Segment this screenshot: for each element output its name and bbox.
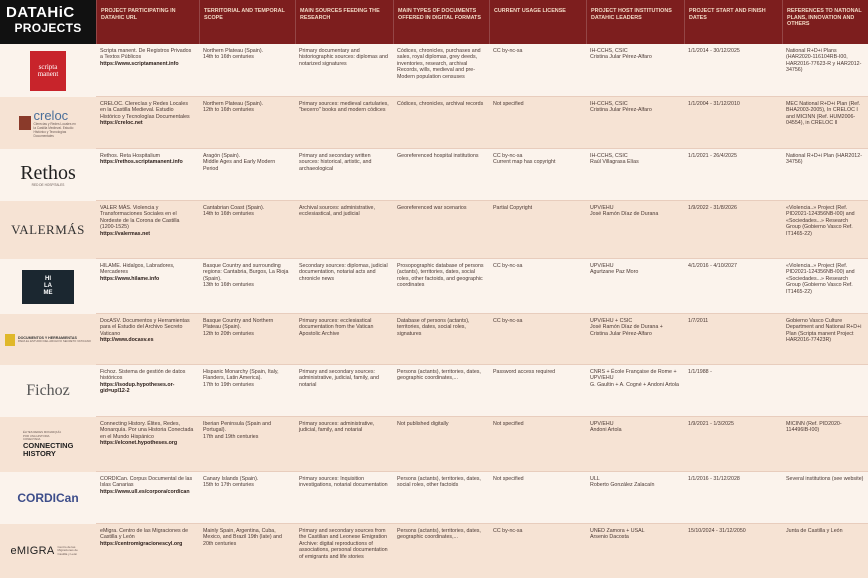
project-url-link[interactable]: https://isodup.hypotheses.or-gid=upl12-2 — [100, 381, 175, 395]
institutions-cell: UPV/EHU + CSIC José Ramón Díaz de Durana + Cristina Jular Pérez-Alfaro — [590, 318, 663, 337]
sources-cell: Primary sources: Inquisition investigations, notarial documentation — [299, 476, 388, 489]
scope-cell: Northern Plateau (Spain). 14th to 16th centuries — [203, 48, 264, 61]
logo-cordican — [0, 472, 96, 524]
logo-valermas — [0, 201, 96, 259]
project-name: Fichoz. Sistema de gestión de datos históricos — [100, 369, 186, 382]
header-sources: MAIN SOURCES FEEDING THE RESEARCH — [295, 0, 393, 44]
project-url-link[interactable]: https://centromigracionescyl.org — [100, 540, 183, 547]
documents-cell: Georeferenced hospital institutions — [397, 153, 479, 159]
documents-cell: Not published digitally — [397, 421, 449, 427]
logo-rethos — [0, 149, 96, 201]
sources-cell: Primary and secondary written sources: historical, artistic, and archaeological — [299, 153, 372, 172]
institutions-cell: UPV/EHU Agurtzane Paz Moro — [590, 263, 639, 276]
project-url-link[interactable]: https://creloc.net — [100, 120, 143, 127]
scope-cell: Basque Country and Northern Plateau (Spain). 12th to 20th centuries — [203, 318, 274, 337]
logo-connecting-history — [0, 417, 96, 472]
logo-subtext: Clerecías y Redes Locales en la Castilla Medieval. Estudio Histórico y Tecnologías Documentales — [33, 121, 76, 138]
references-cell — [782, 365, 868, 369]
logo-text: Fichoz — [26, 382, 70, 399]
documents-cell: Persons (actants), territories, dates, geographic coordinates,... — [397, 369, 481, 382]
logo-hilame — [0, 259, 96, 314]
dates-cell: 15/10/2024 - 31/12/2050 — [688, 528, 746, 534]
project-cell — [96, 201, 199, 237]
logo-text: creloc — [33, 107, 69, 123]
project-cell — [96, 44, 199, 67]
table-row — [0, 472, 868, 524]
institutions-cell: IH-CCHS, CSIC Cristina Jular Pérez-Alfaro — [590, 101, 652, 114]
institutions-cell: UPV/EHU José Ramón Díaz de Durana — [590, 205, 659, 218]
references-cell: Gobierno Vasco Culture Department and National R+D+i Plan (Scripta manent Project HAR2016-77423R) — [786, 318, 862, 344]
project-name: Scripta manent. De Registros Privados a Textos Públicos — [100, 48, 192, 61]
table-row — [0, 201, 868, 259]
sources-cell: Primary and secondary sources: administrative, judicial, family, and notarial — [299, 369, 379, 388]
project-url-link[interactable]: https://www.ull.es/corpora/cordican — [100, 488, 190, 495]
logo-creloc — [0, 97, 96, 149]
logo-text: HI LA ME — [43, 276, 53, 296]
scope-cell: Hispanic Monarchy (Spain, Italy, Flanders, Latin America). 17th to 19th centuries — [203, 369, 279, 388]
sources-cell: Primary sources: ecclesiastical documentation from the Vatican Apostolic Archive — [299, 318, 374, 337]
project-name: HILAME. Hidalgos, Labradores, Mercaderes — [100, 263, 175, 276]
project-cell — [96, 149, 199, 166]
scope-cell: Northern Plateau (Spain). 12th to 16th centuries — [203, 101, 264, 114]
license-cell: CC by-nc-sa — [493, 263, 523, 269]
table-row — [0, 365, 868, 417]
logo-text: CORDICan — [17, 491, 79, 505]
header-scope: TERRITORIAL AND TEMPORAL SCOPE — [199, 0, 295, 44]
documents-cell: Prosopographic database of persons (actants), territories, dates, social roles, other factoids, and geographic coordinates — [397, 263, 484, 289]
logo-text: CONNECTING HISTORY — [23, 440, 74, 458]
institutions-cell: UPV/EHU Andoni Artola — [590, 421, 622, 434]
documents-cell: Códices, chronicles, archival records — [397, 101, 484, 107]
table-row — [0, 149, 868, 201]
references-cell: National R+D+i Plans (HAR2020-116104RB-I00, HAR2016-77623-R y HAR2012-34756) — [786, 48, 862, 74]
sources-cell: Primary and secondary sources from the Castilian and Leonese Emigration Archive: digital reproductions of associations, personal documentation of emigrants and life stories — [299, 528, 388, 560]
header-license: CURRENT USAGE LICENSE — [489, 0, 586, 44]
project-cell — [96, 524, 199, 547]
header-project: PROJECT PARTICIPATING IN DATAHIC URL — [96, 0, 199, 44]
license-cell: CC by-nc-sa — [493, 528, 523, 534]
sources-cell: Primary sources: administrative, judicial, family, and notarial — [299, 421, 375, 434]
institutions-cell: CNRS + École Française de Rome + UPV/EHU G. Gaultin + A. Cogné + Andoni Artola — [590, 369, 679, 388]
scope-cell: Iberian Peninsula (Spain and Portugal). 17th and 19th centuries — [203, 421, 272, 440]
dates-cell: 1/1/2016 - 31/12/2028 — [688, 476, 740, 482]
project-cell — [96, 417, 199, 447]
scope-cell: Cantabrian Coast (Spain). 14th to 16th centuries — [203, 205, 265, 218]
sources-cell: Archival sources: administrative, ecclesiastical, and judicial — [299, 205, 375, 218]
license-cell: Not specified — [493, 476, 524, 482]
project-url-link[interactable]: https://rethos.scriptamanent.info — [100, 159, 183, 166]
references-cell: Junta de Castilla y León — [786, 528, 843, 534]
sources-cell: Secondary sources: diplomas, judicial documentation, notarial acts and chronicle news — [299, 263, 388, 282]
project-url-link[interactable]: https://www.hilame.info — [100, 275, 160, 282]
project-cell — [96, 97, 199, 127]
sources-cell: Primary documentary and historiographic sources: diplomas and notarized signatures — [299, 48, 388, 67]
references-cell: «Violencia..» Project (Ref. PID2021-124356NB-I00) and «Sociedades...» Research Group (Gobierno Vasco Ref. IT1465-22) — [786, 263, 855, 295]
project-name: CRELOC. Clerecías y Redes Locales en la Castilla Medieval. Estudio Histórico y Tecnologías Documentales — [100, 101, 190, 120]
references-cell: MICINN (Ref. PID2020-114496IB-I00) — [786, 421, 842, 434]
license-cell: Partial Copyright — [493, 205, 533, 211]
scope-cell: Basque Country and surrounding regions: Cantabria, Burgos, La Rioja (Spain). 13th to 16th centuries — [203, 263, 289, 289]
project-url-link[interactable]: http://www.docasv.es — [100, 337, 154, 344]
project-name: Connecting History. Élites, Redes, Monarquía. Por una Historia Conectada en el Mundo Hispánico — [100, 421, 194, 440]
table-row — [0, 417, 868, 472]
logo-text: VALERMÁS — [11, 222, 85, 237]
creloc-mark-icon — [19, 116, 31, 130]
documents-cell: Database of persons (actants), territories, dates, social roles, signatures — [397, 318, 470, 337]
documents-cell: Georeferenced war scenarios — [397, 205, 467, 211]
documents-cell: Códices, chronicles, purchases and sales, royal diplomas, grey deeds, inventories, research, archival Records, wills, medieval and pre-Modern population censuses — [397, 48, 481, 80]
institutions-cell: ULL Roberto González Zalacaín — [590, 476, 655, 489]
license-cell: Password access required — [493, 369, 556, 375]
dates-cell: 1/7/2011 — [688, 318, 709, 324]
table-row — [0, 259, 868, 314]
project-name: CORDICan. Corpus Documental de las Islas Canarias — [100, 476, 193, 489]
project-cell — [96, 259, 199, 282]
project-cell — [96, 365, 199, 395]
logo-subtext: PARA EL ESTUDIO DEL ARCHIVO SECRETO VATICANO — [18, 339, 91, 343]
brand-block — [0, 0, 96, 44]
logo-text: Rethos — [20, 162, 76, 184]
references-cell: National R+D+i Plan (HAR2012-34756) — [786, 153, 862, 166]
dates-cell: 1/1/1988 - — [688, 369, 712, 375]
dates-cell: 1/1/2014 - 30/12/2025 — [688, 48, 740, 54]
dates-cell: 1/9/2021 - 1/3/2025 — [688, 421, 734, 427]
logo-subtext: Centro de las Migraciones de Castilla y León — [57, 544, 78, 556]
table-row — [0, 44, 868, 97]
table-header — [0, 0, 868, 44]
project-name: eMigra. Centro de las Migraciones de Castilla y León — [100, 528, 189, 541]
logo-text: scripta manent — [37, 62, 59, 78]
logo-fichoz — [0, 365, 96, 417]
logo-text: eMIGRA — [10, 545, 55, 557]
institutions-cell: IH-CCHS, CSIC Cristina Jular Pérez-Alfaro — [590, 48, 652, 61]
project-url-link[interactable]: https://valermas.net — [100, 230, 151, 237]
license-cell: CC by-nc-sa — [493, 318, 523, 324]
license-cell: Not specified — [493, 101, 524, 107]
scope-cell: Mainly Spain, Argentina, Cuba, Mexico, and Brazil 19th (late) and 20th centuries — [203, 528, 282, 547]
license-cell: CC by-nc-sa Current map has copyright — [493, 153, 556, 166]
header-documents: MAIN TYPES OF DOCUMENTS OFFERED IN DIGITAL FORMATS — [393, 0, 489, 44]
references-cell: Several institutions (see website) — [786, 476, 864, 482]
project-url-link[interactable]: https://elconet.hypotheses.org — [100, 440, 178, 447]
dates-cell: 1/1/2021 - 26/4/2025 — [688, 153, 737, 159]
license-cell: CC by-nc-sa — [493, 48, 523, 54]
table-row — [0, 97, 868, 149]
brand-title: DATAHiC — [6, 4, 75, 21]
references-cell: MEC National R+D+i Plan (Ref. BHA2003-2005), In CRELOC I and MICINN (Ref. HUM2006-04554), in CRELOC II — [786, 101, 861, 127]
references-cell: «Violencia..» Project (Ref. PID2021-124356NB-I00) and «Sociedades...» Research Group (Gobierno Vasco Ref. IT1465-22) — [786, 205, 855, 237]
table-row — [0, 314, 868, 365]
logo-docasv — [0, 314, 96, 365]
project-cell — [96, 314, 199, 344]
project-url-link[interactable]: https://www.scriptamanent.info — [100, 60, 179, 67]
dates-cell: 4/1/2016 - 4/10/2027 — [688, 263, 737, 269]
scope-cell: Canary Islands (Spain). 15th to 17th centuries — [203, 476, 259, 489]
dates-cell: 1/1/2004 - 31/12/2010 — [688, 101, 740, 107]
logo-scripta-manent — [0, 44, 96, 97]
table-row — [0, 524, 868, 578]
dates-cell: 1/9/2022 - 31/8/2026 — [688, 205, 737, 211]
brand-subtitle: PROJECTS — [14, 21, 82, 35]
docasv-mark-icon — [5, 334, 15, 346]
institutions-cell: UNED Zamora + USAL Arsenio Dacosta — [590, 528, 645, 541]
institutions-cell: IH-CCHS, CSIC Raúl Villagrasa Elías — [590, 153, 639, 166]
header-dates: PROJECT START AND FINISH DATES — [684, 0, 782, 44]
logo-emigra — [0, 524, 96, 578]
header-references: REFERENCES TO NATIONAL PLANS, INNOVATION AND OTHERS — [782, 0, 868, 44]
logo-subtext: RED DE HOSPITALES — [31, 183, 65, 187]
header-institutions: PROJECT HOST INSTITUTIONS DATAHIC LEADERS — [586, 0, 684, 44]
project-cell — [96, 472, 199, 495]
license-cell: Not specified — [493, 421, 524, 427]
project-name: VALER MÁS. Violencia y Transformaciones Sociales en el Nordeste de la Corona de Castilla (1200-1525) — [100, 205, 180, 231]
project-name: DocASV. Documentos y Herramientas para el Estudio del Archivo Secreto Vaticano — [100, 318, 190, 337]
scope-cell: Aragón (Spain). Middle Ages and Early Modern Period — [203, 153, 276, 172]
project-name: Rethos. Reta Hospitalium — [100, 153, 161, 159]
documents-cell: Persons (actants), territories, dates, social roles, other factoids — [397, 476, 481, 489]
logo-subtext: ÉLITES REDES MONARQUÍA POR UNA HISTORIA CONECTADA — [23, 430, 61, 442]
documents-cell: Persons (actants), territories, dates, geographic coordinates,... — [397, 528, 481, 541]
sources-cell: Primary sources: medieval cartularies, "becerro" books and modern códices — [299, 101, 389, 114]
logo-text: DOCUMENTOS Y HERRAMIENTAS — [18, 335, 77, 340]
